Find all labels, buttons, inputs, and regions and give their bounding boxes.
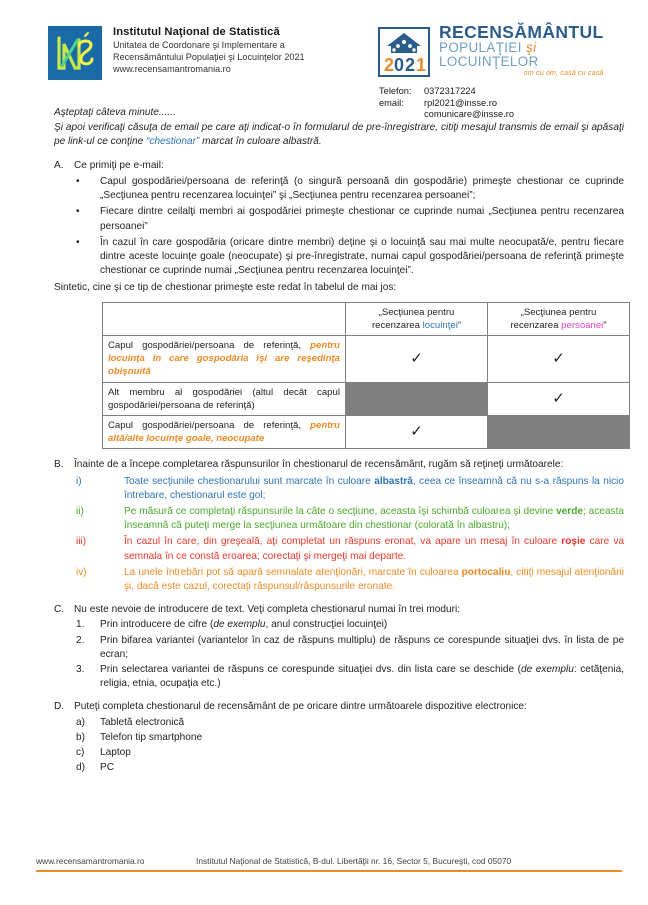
wordmark-amp: şi: [526, 40, 537, 55]
text-run: Prin introducere de cifre (: [100, 619, 214, 631]
list-marker: iii): [76, 536, 87, 548]
list-text: Tabletă electronică: [100, 716, 185, 728]
table-corner-cell: [103, 302, 346, 335]
section-a-letter: A.: [54, 159, 64, 171]
header-text-b: ”: [457, 319, 462, 331]
bullet-text: Capul gospodăriei/persoana de referinţă (o singură persoană din gospodărie) primeşte chestionar ce cuprinde „Secţiunea pentru recenzarea locuinţei” şi „Secţiunea pentru recenzarea persoanei”;: [100, 175, 624, 202]
svg-text:2: 2: [405, 54, 416, 75]
section-d-title: Puteţi completa chestionarul de recensământ de pe oricare dintre următoarele dispozitive electronice:: [74, 701, 527, 713]
list-marker: b): [76, 731, 85, 743]
svg-text:2: 2: [384, 54, 395, 75]
footer-divider: [36, 870, 622, 872]
institute-title: Institutul Naţional de Statistică: [113, 26, 280, 38]
row-description-plain: Capul gospodăriei/persoana de referinţă,: [108, 420, 302, 432]
text-run: , anul construcţiei locuinţei): [265, 619, 388, 631]
census-block: [378, 24, 626, 121]
list-item: [54, 475, 624, 503]
section-d-alpha-list: [54, 716, 624, 776]
list-text: [124, 475, 624, 503]
list-text: Laptop: [100, 747, 131, 759]
emphasis-word: verde: [556, 506, 583, 518]
header-line-2: [348, 319, 485, 332]
section-b-title: Înainte de a începe completarea răspunsurilor în chestionarul de recensământ, rugăm să reţineţi următoarele:: [74, 459, 564, 471]
row-description-accent: pentru altă/alte locuinţe goale, neocupate: [108, 420, 341, 445]
table-header-persoanei: [488, 302, 630, 335]
list-item: [54, 175, 624, 203]
intro-text-b: marcat în culoare albastră.: [199, 136, 322, 148]
list-marker: c): [76, 747, 85, 759]
check-icon: ✓: [552, 349, 565, 367]
footer-address: Institutul Naţional de Statistică, B-dul. Libertăţii nr. 16, Sector 5, Bucureşti, cod 05070: [196, 856, 512, 867]
email-row-2: [379, 109, 604, 121]
list-marker: a): [76, 716, 85, 728]
section-b-roman-list: [54, 475, 624, 595]
wordmark-locuintelor: LOCUINŢELOR: [439, 54, 539, 69]
section-c-title: Nu este nevoie de introducere de text. Veţi completa chestionarul numai în trei moduri:: [74, 604, 461, 616]
header-highlight-locuintei: locuinţei: [422, 319, 458, 331]
section-d-heading: [54, 700, 624, 714]
list-item: [54, 634, 624, 662]
institute-line-1: Unitatea de Coordonare şi Implementare a: [113, 40, 285, 50]
list-item: [54, 236, 624, 279]
bullet-icon: •: [76, 206, 80, 218]
footer-row: [36, 856, 622, 870]
contact-block: [378, 86, 604, 121]
text-run: : cetăţenia, religia, etnia, ocupaţia etc.): [100, 664, 625, 690]
list-marker: i): [76, 475, 82, 487]
list-item: [54, 566, 624, 594]
row-description-plain: Alt membru al gospodăriei (altul decât capul gospodăriei/persoana de referinţă): [108, 386, 340, 411]
wordmark-populatiei: POPULAŢIEI: [439, 40, 526, 55]
ins-logo: [48, 26, 102, 80]
text-run: care va semnala în ce constă eroarea; corectaţi şi mergeţi mai departe.: [124, 536, 624, 562]
institute-website: www.recensamantromania.ro: [113, 64, 231, 75]
row-description-plain: Capul gospodăriei/persoana de referinţă,: [108, 340, 302, 352]
text-run: În cazul în care, din greşeală, aţi completat un răspuns eronat, va apare un mesaj în culoare: [124, 536, 562, 548]
email-value-2[interactable]: comunicare@insse.ro: [424, 109, 515, 120]
header-highlight-persoanei: persoanei: [561, 319, 604, 331]
census-badge-icon: [378, 27, 430, 77]
section-c-letter: C.: [54, 604, 65, 616]
section-c-numbered-list: [54, 618, 624, 691]
questionnaire-table: [102, 302, 630, 450]
check-icon: ✓: [410, 423, 423, 441]
list-marker: d): [76, 762, 85, 774]
list-text: [100, 618, 624, 632]
list-marker: ii): [76, 506, 84, 518]
list-marker: 1.: [76, 619, 85, 631]
phone-label: Telefon:: [379, 86, 412, 96]
intro-line-2: [54, 121, 624, 150]
text-run: Pe măsură ce completaţi răspunsurile la câte o secţiune, aceasta îşi schimbă culoarea şi devine: [124, 506, 557, 518]
list-item: [54, 731, 624, 745]
bullet-icon: •: [76, 175, 80, 187]
bullet-text: Fiecare dintre ceilalţi membri ai gospodăriei primeşte chestionar ce cuprinde numai „Secţiunea pentru recenzarea persoanei”: [100, 206, 624, 232]
header-line-1: „Secţiunea pentru: [520, 306, 597, 318]
census-tagline: om cu om, casă cu casă: [523, 70, 604, 77]
section-d: [54, 700, 624, 775]
census-wordmark: [439, 24, 604, 79]
section-a: [54, 159, 624, 296]
list-text: [100, 634, 624, 662]
intro-line-1: Aşteptaţi câteva minute......: [54, 107, 176, 118]
list-text: [100, 663, 624, 691]
header-line-2: [490, 319, 627, 332]
italic-run: de exemplu: [520, 664, 574, 676]
section-c: [54, 603, 624, 691]
bullet-text: În cazul în care gospodăria (oricare dintre membri) deţine şi o locuinţă sau mai multe neocupată/e, pentru fiecare dintre aceste locuinţe goale (neocupate) şi pre-înregistrate, numai capul gospodăriei/persoana de referinţă primeşte chestionar ce cuprinde numai „Secţiunea pentru recenzarea locuinţei”.: [100, 236, 624, 277]
list-item: [54, 535, 624, 563]
header-text-a: recenzarea: [371, 319, 423, 331]
list-item: [54, 716, 624, 730]
svg-text:0: 0: [394, 54, 405, 75]
email-value-1[interactable]: rpl2021@insse.ro: [424, 97, 498, 108]
census-logo-row: [378, 24, 604, 79]
list-marker: 3.: [76, 664, 85, 676]
emphasis-word: albastră: [374, 475, 413, 487]
intro-text-a: Şi apoi verificaţi căsuţa de email pe care aţi indicat-o în formularul de pre-înregistrare, citiţi mesajul transmis de email şi apăsaţi pe link-ul ce conţine: [54, 121, 624, 148]
cell-locuintei-shaded: [346, 382, 488, 415]
institute-line-2: Recensământului Populaţiei şi Locuinţelor 2021: [113, 52, 305, 63]
text-run: , ceea ce înseamnă că nu s-a răspuns la nicio întrebare, chestionarul este gol;: [124, 475, 624, 501]
table-row: [103, 382, 630, 415]
census-wordmark-line1: RECENSĂMÂNTUL: [439, 22, 604, 42]
row-description: [103, 416, 346, 449]
text-run: , citiţi mesajul atenţionării şi, dacă este cazul, corectaţi răspunsul/răspunsurile eronate.: [124, 566, 624, 593]
text-run: La unele întrebări pot să apară semnalate atenţionări, marcate în culoarea: [124, 566, 462, 578]
list-marker: 2.: [76, 634, 85, 646]
section-c-heading: [54, 603, 624, 617]
section-a-after-text: Sintetic, cine şi ce tip de chestionar primeşte este redat în tabelul de mai jos:: [54, 282, 397, 294]
section-a-title: Ce primiţi pe e-mail:: [74, 159, 164, 171]
emphasis-word: portocaliu: [461, 566, 511, 578]
text-run: Prin selectarea variantei de răspuns ce corespunde situaţiei dvs. din lista care se deschide (: [100, 664, 521, 676]
cell-locuintei: [346, 416, 488, 449]
cell-locuintei: [346, 336, 488, 383]
phone-row: [379, 86, 604, 98]
list-item: [54, 746, 624, 760]
table-body: [103, 302, 630, 449]
cell-persoanei: [488, 336, 630, 383]
census-wordmark-line2: [439, 41, 604, 69]
row-description: [103, 336, 346, 383]
phone-value: 0372317224: [424, 86, 476, 96]
email-label: email:: [379, 97, 404, 108]
document-body: [0, 106, 648, 776]
section-b: [54, 458, 624, 594]
list-item: [54, 205, 624, 233]
bullet-icon: •: [76, 236, 80, 248]
institute-block: [48, 24, 378, 80]
list-item: [54, 761, 624, 775]
document-footer: [0, 856, 648, 872]
italic-run: de exemplu: [213, 619, 266, 631]
table-header-row: [103, 302, 630, 335]
svg-text:1: 1: [416, 54, 427, 75]
check-icon: ✓: [552, 389, 565, 407]
list-item: [54, 505, 624, 533]
cell-persoanei-shaded: [488, 416, 630, 449]
row-description-accent: pentru locuinţa în care gospodăria îşi are reşedinţa obişnuită: [108, 340, 341, 378]
check-icon: ✓: [410, 349, 423, 367]
list-text: [124, 566, 624, 594]
intro-quoted-chestionar: “chestionar”: [146, 136, 200, 148]
section-b-letter: B.: [54, 459, 64, 471]
footer-url[interactable]: www.recensamantromania.ro: [36, 856, 145, 867]
list-text: Telefon tip smartphone: [100, 731, 203, 743]
text-run: Toate secţiunile chestionarului sunt marcate în culoare: [124, 475, 375, 487]
header-line-1: „Secţiunea pentru: [378, 306, 455, 318]
list-text: [124, 505, 624, 533]
table-row: [103, 336, 630, 383]
email-row-1: [379, 98, 604, 110]
list-marker: iv): [76, 566, 87, 578]
emphasis-word: roşie: [561, 536, 586, 548]
list-text: PC: [100, 762, 115, 774]
list-text: [124, 535, 624, 563]
section-a-heading: [54, 159, 624, 173]
cell-persoanei: [488, 382, 630, 415]
section-a-bullets: [54, 175, 624, 278]
header-text-a: recenzarea: [510, 319, 562, 331]
header-text-b: ”: [603, 319, 607, 331]
table-header-locuintei: [346, 302, 488, 335]
table-row: [103, 416, 630, 449]
institute-text: [113, 24, 305, 76]
text-run: ; aceasta înseamnă că puteţi merge la secţiunea următoare din chestionar (colorată în albastru);: [124, 506, 625, 532]
list-item: [54, 663, 624, 691]
list-item: [54, 618, 624, 632]
text-run: Prin bifarea variantei (variantelor în caz de răspuns multiplu) de răspuns ce corespunde situaţiei dvs. în lista de pe ecran;: [100, 634, 624, 660]
section-b-heading: [54, 458, 624, 472]
section-d-letter: D.: [54, 701, 65, 713]
row-description: [103, 382, 346, 415]
